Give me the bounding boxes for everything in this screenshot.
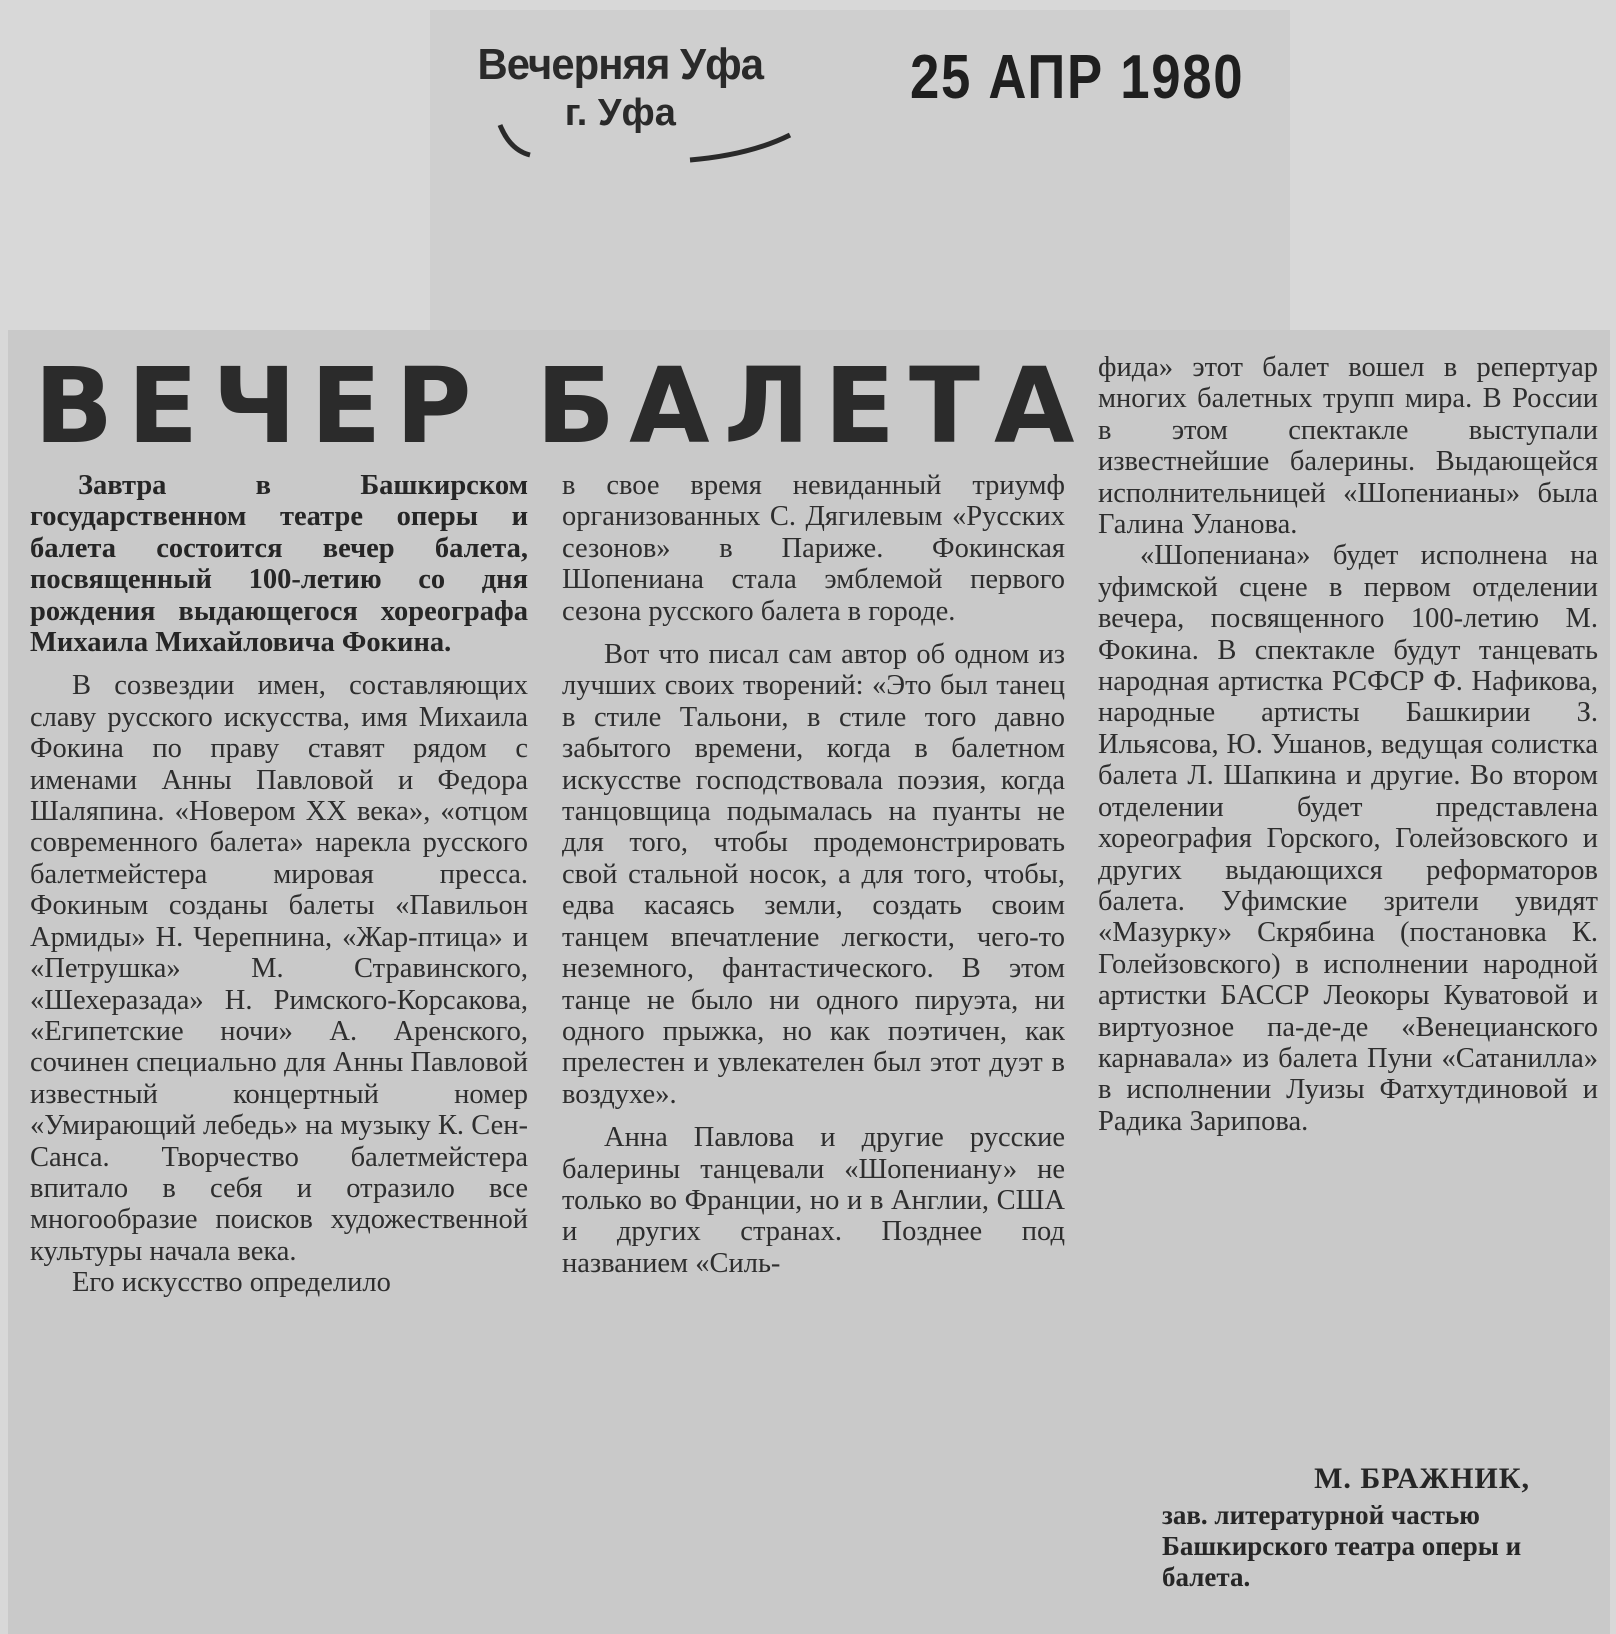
author-role: зав. литературной частью Башкирского театра оперы и балета. [1162, 1500, 1522, 1592]
article-headline: ВЕЧЕР БАЛЕТА [34, 345, 1089, 467]
author-name: М. БРАЖНИК, [1314, 1462, 1530, 1495]
stamp-swoosh [490, 120, 810, 180]
article-paragraph: Его искусство определило [72, 1267, 391, 1299]
article-lead: Завтра в Башкирском государственном театре оперы и балета состоится вечер балета, посвященный 100-летию со дня рождения выдающегося хореографа Михаила Михайловича Фокина. [30, 470, 528, 659]
article-column-2 [562, 470, 1065, 1279]
stamp-city: г. Уфа [564, 92, 676, 134]
stamp-date: 25 АПР 1980 [910, 43, 1245, 112]
article-paragraph: Анна Павлова и другие русские балерины танцевали «Шопениану» не только во Франции, но и в Англии, США и других странах. Позднее под названием «Силь- [562, 1122, 1065, 1279]
article-signature [1150, 1462, 1570, 1593]
article-paragraph: фида» этот балет вошел в репертуар многих балетных трупп мира. В России в этом спектакле выступали известнейшие балерины. Выдающейся исполнительницей «Шопенианы» была Галина Уланова. [1098, 352, 1598, 541]
article-column-1 [30, 470, 528, 1299]
article-paragraph: «Шопениана» будет исполнена на уфимской сцене в первом отделении вечера, посвященного 100-летию М. Фокина. В спектакле будут танцевать народная артистка РСФСР Ф. Нафикова, народные артисты Башкирии З. Ильясова, Ю. Ушанов, ведущая солистка балета Л. Шапкина и другие. Во втором отделении будет представлена хореография Горского, Голейзовского и других выдающихся реформаторов балета. Уфимские зрители увидят «Мазурку» Скрябина (постановка К. Голейзовского) в исполнении народной артистки БАССР Леокоры Куватовой и виртуозное па-де-де «Венецианского карнавала» из балета Пуни «Сатанилла» в исполнении Луизы Фатхутдиновой и Радика Зарипова. [1098, 540, 1598, 1137]
article-paragraph: В созвездии имен, составляющих славу русского искусства, имя Михаила Фокина по праву ставят рядом с именами Анны Павловой и Федора Шаляпина. «Новером XX века», «отцом современного балета» нарекла русского балетмейстера мировая пресса. Фокиным созданы балеты «Павильон Армиды» Н. Черепнина, «Жар-птица» и «Петрушка» М. Стравинского, «Шехеразада» Н. Римского-Корсакова, «Египетские ночи» А. Аренского, сочинен специально для Анны Павловой известный концертный номер «Умирающий лебедь» на музыку К. Сен-Санса. Творчество балетмейстера впитало в себя и отразило все многообразие поисков художественной культуры начала века. [30, 670, 528, 1267]
stamp-newspaper-name: Вечерняя Уфа [477, 40, 764, 89]
article-paragraph: в свое время невиданный триумф организованных С. Дягилевым «Русских сезонов» в Париже. Фокинская Шопениана стала эмблемой первого сезона русского балета в городе. [562, 470, 1065, 627]
article-paragraph: Вот что писал сам автор об одном из лучших своих творений: «Это был танец в стиле Тальони, в стиле того давно забытого времени, когда в балетном искусстве господствовала поэзия, когда танцовщица подымалась на пуанты не для того, чтобы продемонстрировать свой стальной носок, а для того, чтобы, едва касаясь земли, создать своим танцем впечатление легкости, чего-то неземного, фантастического. В этом танце не было ни одного пируэта, ни одного прыжка, но как поэтичен, как прелестен и увлекателен был этот дуэт в воздухе». [562, 639, 1065, 1110]
article-column-3 [1098, 352, 1598, 1137]
